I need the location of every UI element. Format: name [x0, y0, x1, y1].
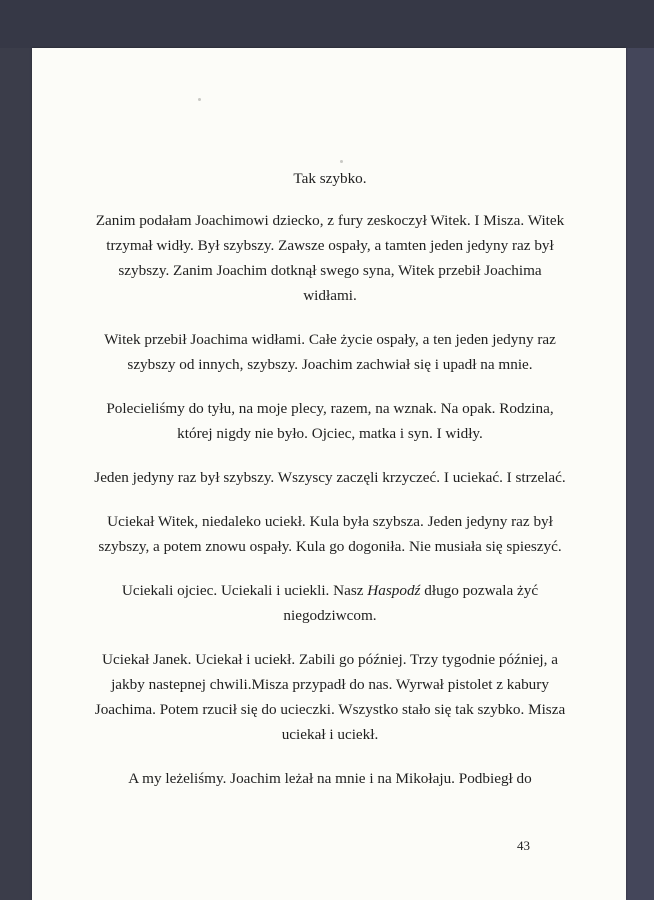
paragraph-text: długo pozwala żyć niegodziwcom. — [283, 582, 539, 624]
page-text — [90, 166, 570, 810]
paragraph: Polecieliśmy do tyłu, na moje plecy, razem, na wznak. Na opak. Rodzina, której nigdy nie było. Ojciec, matka i syn. I widły. — [106, 400, 554, 442]
scene-title: Tak szybko. — [293, 170, 367, 187]
paragraph: Zanim podałam Joachimowi dziecko, z fury zeskoczył Witek. I Misza. Witek trzymał widły. Był szybszy. Zawsze ospały, a tamten jeden jedyny raz był szybszy. Zanim Joachim dotknął swego syna, Witek przebił Joachima widłami. — [95, 212, 565, 304]
italic-word: Haspodź — [367, 582, 421, 599]
scanner-backdrop — [0, 0, 654, 48]
paragraph: Uciekał Janek. Uciekał i uciekł. Zabili go później. Trzy tygodnie później, a jakby nastepnej chwili.Misza przypadł do nas. Wyrwał pistolet z kabury Joachima. Potem rzucił się do ucieczki. Wszystko stało się tak szybko. Misza uciekał i uciekł. — [94, 651, 566, 743]
scanner-backdrop-right — [626, 48, 654, 900]
page-number: 43 — [517, 838, 530, 853]
paragraph-text: Uciekali ojciec. Uciekali i uciekli. Nasz — [121, 582, 368, 599]
paragraph: Jeden jedyny raz był szybszy. Wszyscy zaczęli krzyczeć. I uciekać. I strzelać. — [94, 469, 566, 486]
paper-speck — [340, 160, 343, 163]
paragraph: Witek przebił Joachima widłami. Całe życie ospały, a ten jeden jedyny raz szybszy od innych, szybszy. Joachim zachwiał się i upadł na mnie. — [104, 331, 556, 373]
book-page — [32, 48, 626, 900]
paper-speck — [198, 98, 201, 101]
paragraph — [90, 578, 570, 628]
paragraph: A my leżeliśmy. Joachim leżał na mnie i na Mikołaju. Podbiegł do — [128, 770, 532, 787]
paragraph: Uciekał Witek, niedaleko uciekł. Kula była szybsza. Jeden jedyny raz był szybszy, a potem znowu ospały. Kula go dogoniła. Nie musiała się spieszyć. — [98, 513, 562, 555]
